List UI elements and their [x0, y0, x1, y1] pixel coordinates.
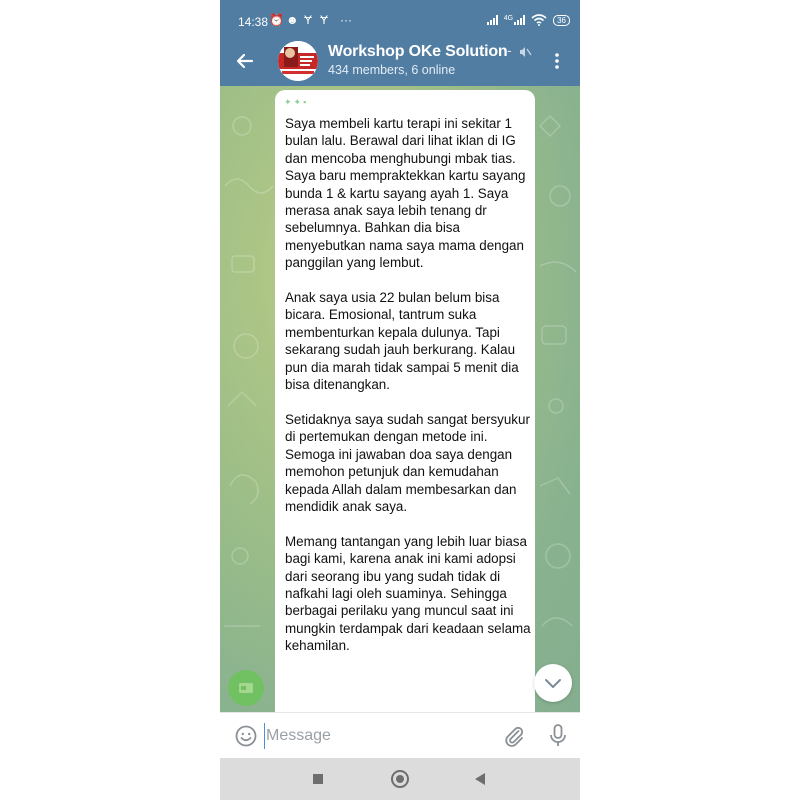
scroll-to-bottom-button[interactable] — [534, 664, 572, 702]
microphone-icon[interactable] — [546, 723, 570, 749]
status-time: 14:38 — [238, 15, 269, 29]
card-icon — [228, 670, 264, 706]
cell-signal-icon-2 — [504, 15, 525, 25]
chat-header — [220, 36, 580, 86]
signal-fork-icon-2: Ɏ — [320, 13, 329, 27]
message-paragraph: Saya membeli kartu terapi ini sekitar 1 bulan lalu. Berawal dari lihat iklan di IG dan mencoba menghubungi mbak tias. Saya baru mempraktekkan kartu sayang bunda 1 & kartu sayang ayah 1. Saya merasa anak saya lebih tenang dr sebelumnya. Bahkan dia bisa menyebutkan nama saya mama dengan panggilan yang lembut. — [285, 116, 526, 271]
group-avatar[interactable] — [278, 41, 318, 81]
home-circle-icon[interactable] — [391, 770, 409, 788]
telegram-chat-screen — [220, 0, 580, 800]
notification-app-icon: ☻ — [286, 13, 299, 27]
more-notifications-icon: ··· — [340, 13, 352, 27]
battery-icon: 36 — [553, 15, 570, 26]
recents-square-icon[interactable] — [313, 774, 323, 784]
back-arrow-icon[interactable] — [232, 48, 258, 74]
group-member-count: 434 members, 6 online — [328, 63, 456, 77]
status-bar — [220, 0, 580, 36]
more-vertical-icon[interactable] — [550, 50, 564, 72]
cell-signal-icon — [487, 15, 498, 25]
group-title[interactable]: Workshop OKe Solution — [328, 43, 508, 60]
message-paragraph: Memang tantangan yang lebih luar biasa bagi kami, karena anak ini kami adopsi dari seorang ibu yang sudah tidak di nafkahi lagi oleh suaminya. Sehingga berbagai perilaku yang muncul saat ini mungkin terdampak dari keadaan selama kehamilan. — [285, 533, 531, 654]
message-sender-emoji: ✦✦▪ — [284, 97, 309, 107]
signal-fork-icon: Ɏ — [304, 13, 313, 27]
emoji-icon[interactable] — [234, 724, 258, 748]
message-paragraph: Setidaknya saya sudah sangat bersyukur di pertemukan dengan metode ini. Semoga ini jawaban doa saya dengan memohon petunjuk dan kemudahan kepada Allah dalam membesarkan dan mendidik anak saya. — [285, 411, 530, 514]
android-navigation-bar — [220, 758, 580, 800]
paperclip-icon[interactable] — [502, 724, 526, 748]
wifi-icon — [531, 14, 547, 26]
chevron-down-icon — [534, 664, 572, 702]
title-suffix: - — [507, 42, 512, 58]
message-text — [285, 115, 535, 655]
group-avatar-image — [278, 41, 318, 81]
message-input[interactable] — [264, 723, 494, 749]
floating-green-button[interactable] — [228, 670, 264, 706]
alarm-icon: ⏰ — [269, 13, 284, 27]
network-type-label: 4G — [503, 15, 514, 22]
message-input-bar — [220, 712, 580, 758]
chat-message-area[interactable] — [220, 86, 580, 712]
muted-speaker-icon — [518, 45, 532, 59]
message-paragraph: Anak saya usia 22 bulan belum bisa bicara. Emosional, tantrum suka membenturkan kepala dulunya. Tapi sekarang sudah jauh berkurang. Kalau pun dia marah tidak sampai 5 menit dia bisa ditenangkan. — [285, 290, 519, 393]
back-triangle-icon[interactable] — [475, 773, 485, 785]
status-right-group — [487, 14, 570, 26]
